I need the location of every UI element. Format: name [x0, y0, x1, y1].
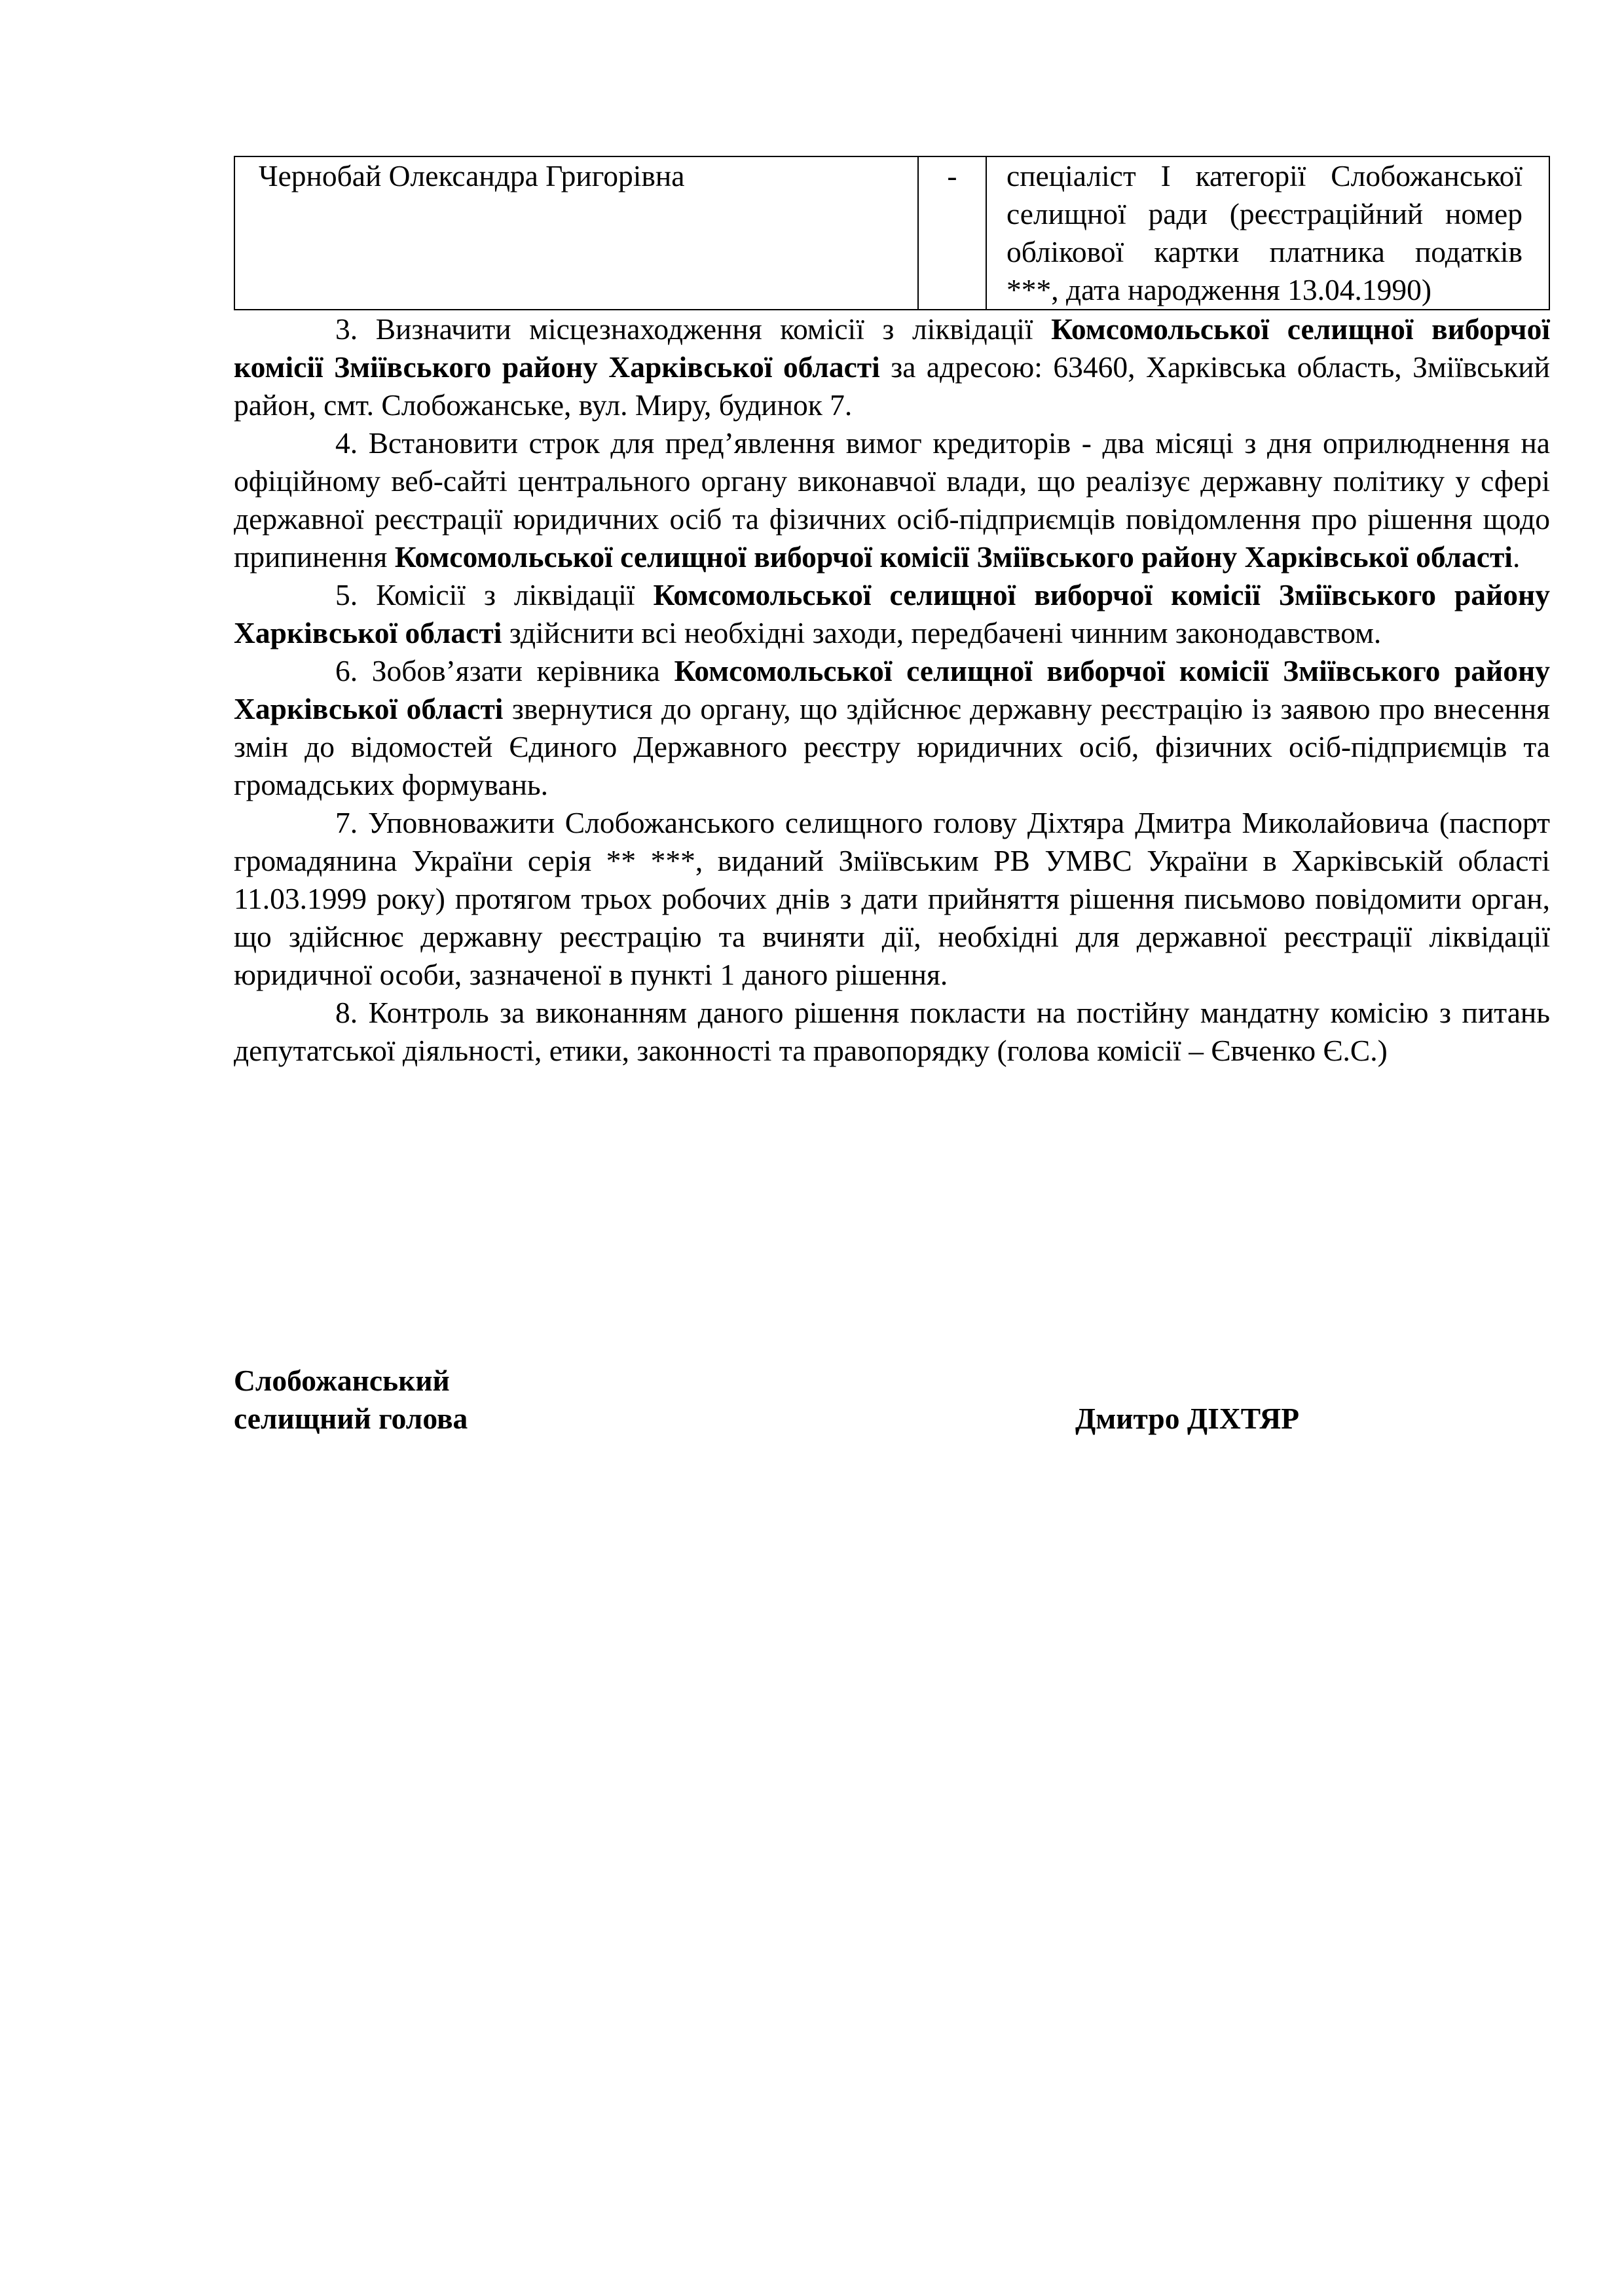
commission-name-bold: Комсомольської селищної виборчої комісії Зміївського району Харківської області: [234, 654, 1550, 725]
signer-title-line1: Слобожанський: [234, 1364, 450, 1397]
paragraph-text: .: [1512, 540, 1521, 574]
signer-name: Дмитро ДІХТЯР: [1075, 1402, 1299, 1435]
table-row: [234, 156, 1549, 310]
paragraph-8: 8. Контроль за виконанням даного рішення покласти на постійну мандатну комісію з питань депутатської діяльності, етики, законності та правопорядку (голова комісії – Євченко Є.С.): [234, 996, 1550, 1067]
paragraph-text: 5. Комісії з ліквідації: [335, 578, 654, 611]
position-line: ***, дата народження 13.04.1990): [1006, 273, 1431, 306]
paragraph-5: [234, 576, 1550, 652]
signer-title-line2: селищний голова: [234, 1402, 468, 1435]
commission-name-bold: Комсомольської селищної виборчої комісії Зміївського району Харківської області: [234, 312, 1550, 384]
paragraph-7: 7. Уповноважити Слобожанського селищного голову Діхтяра Дмитра Миколайовича (паспорт громадянина України серія ** ***, виданий Зміївським РВ УМВС України в Харківській області 11.03.1999 року) протягом трьох робочих днів з дати прийняття рішення письмово повідомити орган, що здійснює державну реєстрацію та вчиняти дії, необхідні для державної реєстрації ліквідації юридичної особи, зазначеної в пункті 1 даного рішення.: [234, 806, 1550, 991]
commission-member-table: [234, 156, 1550, 310]
document-body: [234, 156, 1550, 1070]
paragraph-6: [234, 652, 1550, 804]
paragraph-text: 4. Встановити строк для пред’явлення вимог кредиторів - два місяці з дня оприлюднення на офіційному веб-сайті центрального органу виконавчої влади, що реалізує державну політику у сфері державної реєстрації юридичних осіб та фізичних осіб-підприємців повідомлення про рішення щодо припинення: [234, 426, 1550, 574]
paragraph-text: 6. Зобов’язати керівника: [335, 654, 674, 687]
member-position: [986, 156, 1549, 310]
member-name: Чернобай Олександра Григорівна: [234, 156, 918, 310]
position-line: селищної ради (реєстраційний номер: [1006, 197, 1522, 230]
paragraph-4: [234, 424, 1550, 576]
paragraph-text: звернутися до органу, що здійснює державну реєстрацію із заявою про внесення змін до відомостей Єдиного Державного реєстру юридичних осіб, фізичних осіб-підприємців та громадських формувань.: [234, 692, 1550, 801]
paragraph-text: за адресою: 63460, Харківська область, Зміївський район, смт. Слобожанське, вул. Миру, будинок 7.: [234, 350, 1550, 422]
position-line: спеціаліст І категорії Слобожанської: [1006, 159, 1522, 192]
commission-name-bold: Комсомольської селищної виборчої комісії Зміївського району Харківської області: [394, 540, 1513, 574]
signature-block: [234, 1362, 1347, 1438]
position-line: облікової картки платника податків: [1006, 235, 1522, 268]
paragraph-text: здійснити всі необхідні заходи, передбачені чинним законодавством.: [502, 616, 1382, 649]
commission-name-bold: Комсомольської селищної виборчої комісії Зміївського району Харківської області: [234, 578, 1550, 649]
member-dash: -: [918, 156, 986, 310]
paragraph-text: 3. Визначити місцезнаходження комісії з ліквідації: [335, 312, 1052, 346]
paragraph-3: [234, 310, 1550, 424]
